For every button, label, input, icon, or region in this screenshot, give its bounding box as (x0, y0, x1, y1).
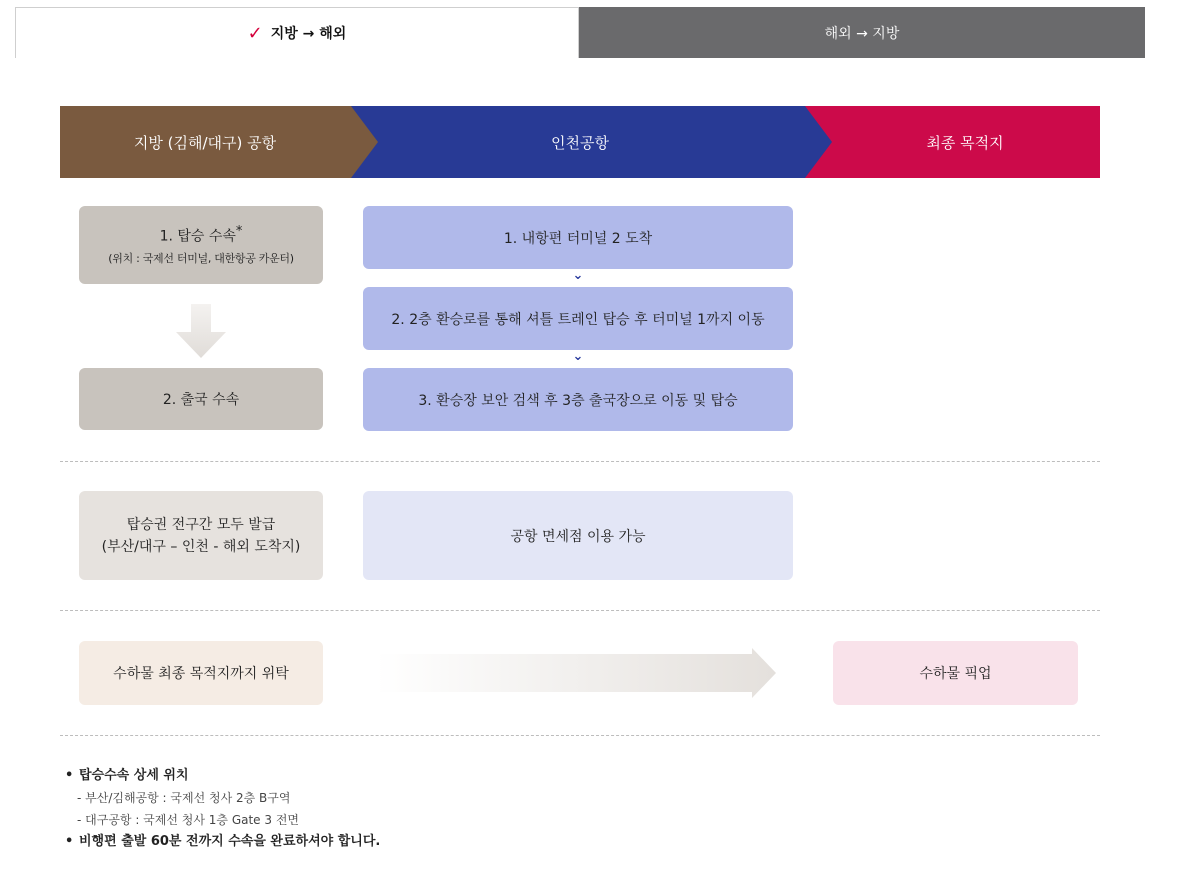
baggage-checkin (79, 641, 323, 705)
tab-local-to-overseas-label: 지방 → 해외 (270, 26, 347, 42)
baggage-checkin-label: 수하물 최종 목적지까지 위탁 (113, 666, 289, 682)
incheon-step-shuttle-label: 2. 2층 환승로를 통해 셔틀 트레인 탑승 후 터미널 1까지 이동 (391, 311, 765, 328)
boarding-pass-info (79, 491, 323, 580)
boarding-pass-info-line1: 탑승권 전구간 모두 발급 (126, 516, 276, 533)
divider (60, 610, 1100, 611)
incheon-heading: 인천공항 (551, 133, 609, 152)
notes-title: 탑승수속 상세 위치 (79, 768, 189, 783)
local-step-checkin-title: 1. 탑승 수속 (159, 228, 236, 245)
notes-busan: - 부산/김해공항 : 국제선 청사 2층 B구역 (77, 791, 291, 805)
notes-daegu: - 대구공항 : 국제선 청사 1층 Gate 3 전면 (77, 813, 300, 827)
tab-overseas-to-local-label: 해외 → 지방 (824, 25, 900, 42)
incheon-step-boarding (363, 368, 793, 431)
notes (65, 765, 380, 853)
chevron-down-icon: ⌄ (572, 349, 584, 364)
star-icon: * (235, 224, 243, 240)
destination-heading: 최종 목적지 (926, 133, 1004, 152)
down-arrow-icon (176, 304, 226, 358)
check-icon: ✓ (247, 22, 263, 44)
incheon-step-arrival-label: 1. 내항편 터미널 2 도착 (503, 230, 653, 247)
baggage-pickup (833, 641, 1078, 705)
bullet-icon: • (65, 768, 74, 783)
incheon-step-shuttle (363, 287, 793, 350)
duty-free-info (363, 491, 793, 580)
incheon-step-boarding-label: 3. 환승장 보안 검색 후 3층 출국장으로 이동 및 탑승 (418, 392, 738, 409)
bullet-icon: • (65, 834, 74, 849)
local-step-departure-label: 2. 출국 수속 (162, 392, 240, 408)
divider (60, 461, 1100, 462)
boarding-pass-info-line2: (부산/대구 – 인천 - 해외 도착지) (101, 538, 301, 555)
local-step-departure (79, 368, 323, 430)
duty-free-info-label: 공항 면세점 이용 가능 (510, 528, 646, 545)
chevron-down-icon: ⌄ (572, 268, 584, 283)
local-step-checkin-location: (위치 : 국제선 터미널, 대한항공 카운터) (108, 251, 294, 265)
local-step-checkin (79, 206, 323, 284)
baggage-pickup-label: 수하물 픽업 (919, 666, 992, 682)
incheon-step-arrival (363, 206, 793, 269)
right-arrow-icon (376, 648, 776, 698)
divider (60, 735, 1100, 736)
notes-deadline: 비행편 출발 60분 전까지 수속을 완료하셔야 합니다. (79, 834, 381, 849)
local-airport-heading: 지방 (김해/대구) 공항 (133, 133, 277, 152)
